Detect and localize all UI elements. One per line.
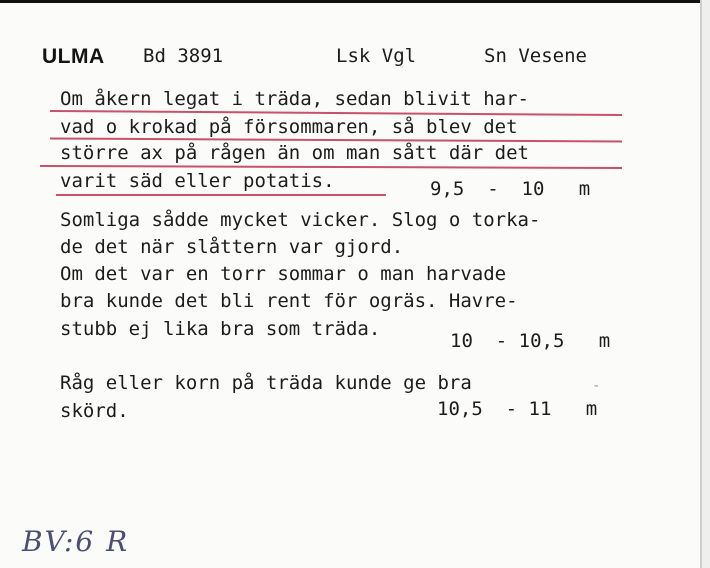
p2-line-2: de det när slåttern var gjord. (60, 236, 404, 258)
card-top-edge (0, 0, 710, 3)
p2-line-3: Om det var en torr sommar o man harvade (60, 263, 507, 285)
p1-line-3: större ax på rågen än om man sått där det (60, 142, 529, 164)
landskap-label: Lsk Vgl (336, 45, 417, 67)
p2-line-1: Somliga sådde mycket vicker. Slog o torka- (60, 209, 541, 231)
p3-line-1: Råg eller korn på träda kunde ge bra (60, 372, 472, 394)
red-underline-4 (56, 194, 386, 196)
p1-line-2: vad o krokad på försommaren, så blev det (60, 116, 518, 138)
archive-code: Bd 3891 (143, 45, 224, 67)
p2-measure: 10 - 10,5 m (450, 330, 611, 352)
pencil-mark: - (592, 378, 601, 394)
p1-line-1: Om åkern legat i träda, sedan blivit har- (60, 88, 529, 110)
p1-line-4: varit säd eller potatis. (60, 170, 335, 192)
p2-line-5: stubb ej lika bra som träda. (60, 318, 381, 340)
p3-measure: 10,5 - 11 m (437, 398, 598, 420)
card-right-edge (700, 0, 710, 568)
handwritten-signum: BV:6 R (22, 525, 130, 558)
red-underline-3 (40, 165, 622, 169)
socken-label: Sn Vesene (484, 45, 587, 67)
p1-measure: 9,5 - 10 m (430, 178, 591, 200)
p2-line-4: bra kunde det bli rent för ogräs. Havre- (60, 290, 518, 312)
p3-line-2: skörd. (60, 400, 129, 422)
card-title: ULMA (42, 45, 105, 68)
